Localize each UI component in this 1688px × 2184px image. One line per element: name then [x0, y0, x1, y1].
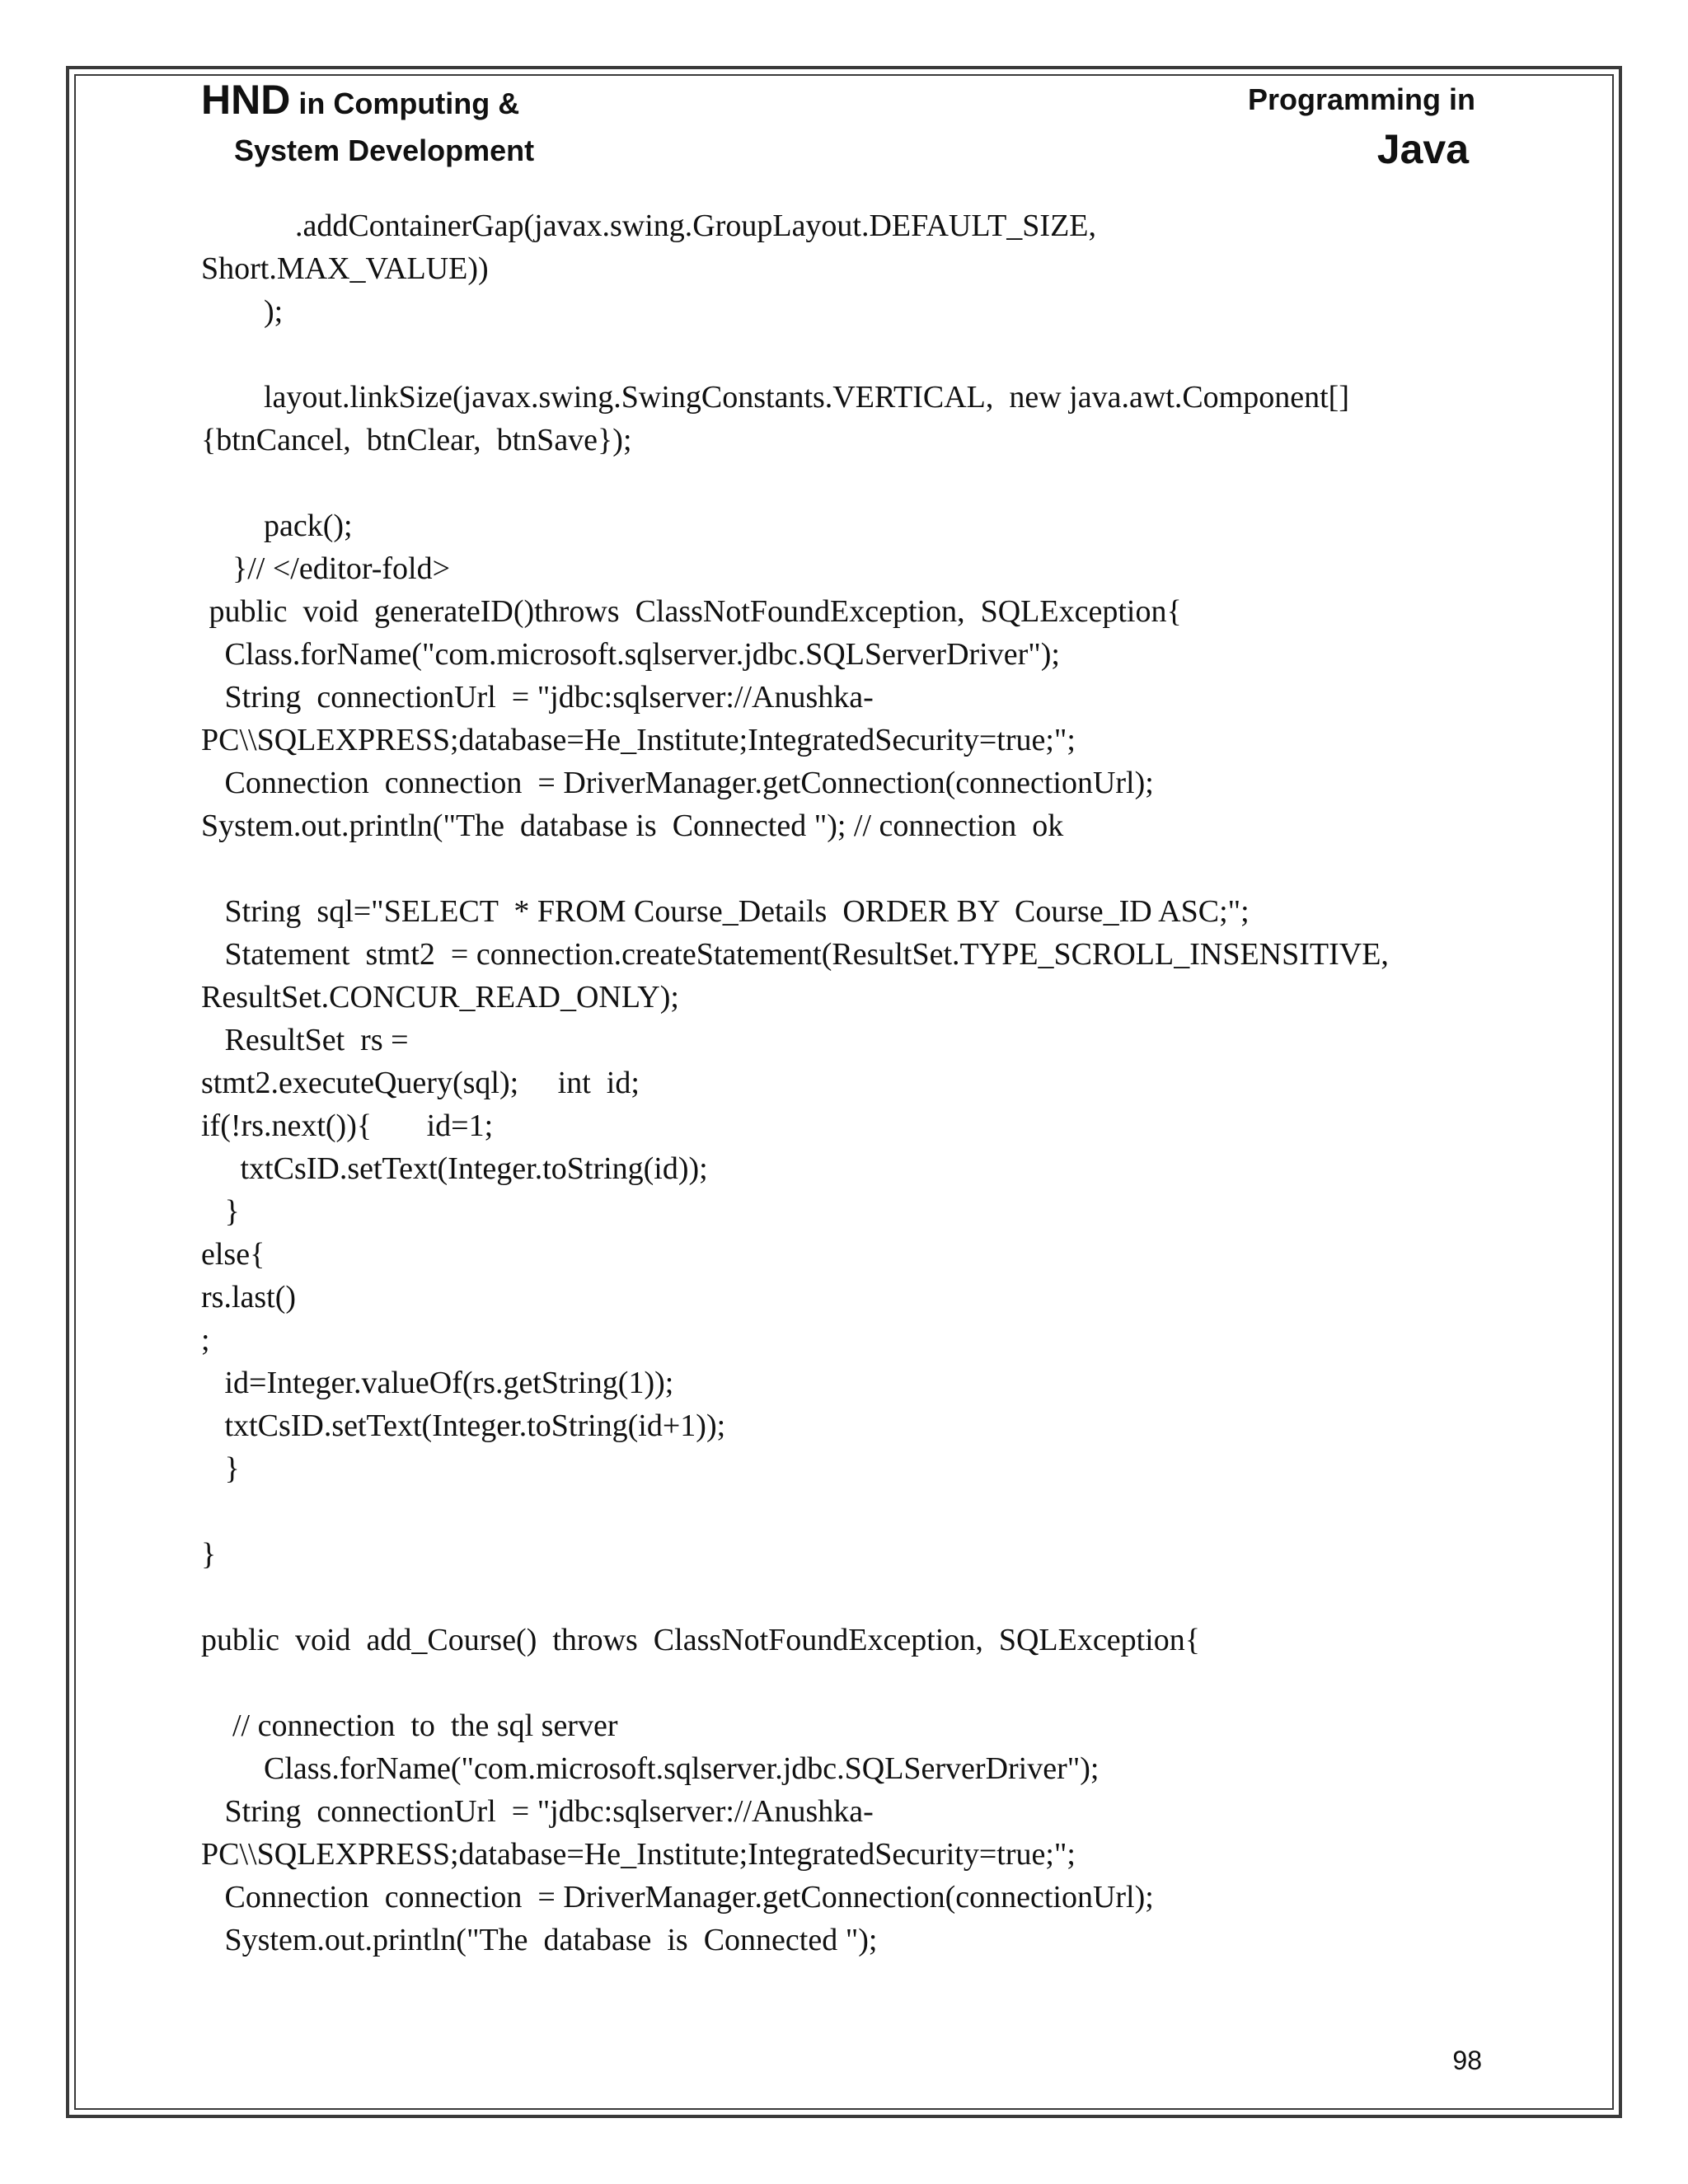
code-line: ResultSet rs = [201, 1023, 409, 1057]
code-line: PC\\SQLEXPRESS;database=He_Institute;IntegratedSecurity=true;"; [201, 1837, 1076, 1872]
code-line: } [201, 1194, 240, 1229]
code-line: } [201, 1537, 217, 1572]
code-line: stmt2.executeQuery(sql); int id; [201, 1066, 640, 1100]
code-line: ; [201, 1323, 210, 1357]
code-line: txtCsID.setText(Integer.toString(id)); [201, 1151, 708, 1186]
code-line: {btnCancel, btnClear, btnSave}); [201, 423, 632, 457]
code-line: ResultSet.CONCUR_READ_ONLY); [201, 980, 679, 1015]
code-line: if(!rs.next()){ id=1; [201, 1108, 494, 1143]
code-line: rs.last() [201, 1280, 297, 1315]
code-listing [201, 204, 1487, 1961]
header-course-title [201, 76, 519, 124]
code-line: txtCsID.setText(Integer.toString(id+1)); [201, 1408, 726, 1443]
header-module-title: Programming in [1247, 82, 1475, 116]
code-line [201, 1661, 1487, 1704]
code-line: Short.MAX_VALUE)) [201, 251, 489, 286]
code-line: pack(); [201, 509, 353, 543]
code-line: String sql="SELECT * FROM Course_Details ORDER BY Course_ID ASC;"; [201, 894, 1250, 929]
code-line: String connectionUrl = "jdbc:sqlserver://Anushka- [201, 680, 874, 715]
code-line: Statement stmt2 = connection.createStatement(ResultSet.TYPE_SCROLL_INSENSITIVE, [201, 937, 1389, 972]
code-line: System.out.println("The database is Connected "); [201, 1923, 878, 1957]
code-line: layout.linkSize(javax.swing.SwingConstants.VERTICAL, new java.awt.Component[] [201, 380, 1349, 415]
code-line [201, 847, 1487, 890]
code-line [201, 333, 1487, 376]
code-line [201, 462, 1487, 504]
code-line: Class.forName("com.microsoft.sqlserver.jdbc.SQLServerDriver"); [201, 637, 1060, 672]
code-line: ); [201, 294, 284, 329]
code-line: // connection to the sql server [201, 1708, 618, 1743]
code-line: PC\\SQLEXPRESS;database=He_Institute;IntegratedSecurity=true;"; [201, 723, 1076, 757]
code-line: Connection connection = DriverManager.getConnection(connectionUrl); [201, 1880, 1154, 1915]
code-line: public void generateID()throws ClassNotFoundException, SQLException{ [201, 594, 1182, 629]
code-line: public void add_Course() throws ClassNotFoundException, SQLException{ [201, 1623, 1200, 1657]
code-line: id=Integer.valueOf(rs.getString(1)); [201, 1366, 674, 1400]
code-line: }// </editor-fold> [201, 551, 451, 586]
code-line: System.out.println("The database is Connected "); // connection ok [201, 808, 1064, 843]
code-line: Connection connection = DriverManager.getConnection(connectionUrl); [201, 766, 1154, 800]
header-course-subtitle: in Computing & [290, 87, 520, 120]
header-hnd-label: HND [201, 77, 291, 123]
code-line: } [201, 1451, 240, 1486]
page-number: 98 [1452, 2046, 1482, 2075]
code-line [201, 1576, 1487, 1619]
code-line: .addContainerGap(javax.swing.GroupLayout.DEFAULT_SIZE, [201, 209, 1096, 243]
header-system-development: System Development [234, 134, 535, 167]
code-line: String connectionUrl = "jdbc:sqlserver://Anushka- [201, 1794, 874, 1829]
header-module-language: Java [1376, 126, 1469, 172]
code-line: else{ [201, 1237, 265, 1272]
code-line [201, 1490, 1487, 1533]
code-line: Class.forName("com.microsoft.sqlserver.jdbc.SQLServerDriver"); [201, 1751, 1100, 1786]
